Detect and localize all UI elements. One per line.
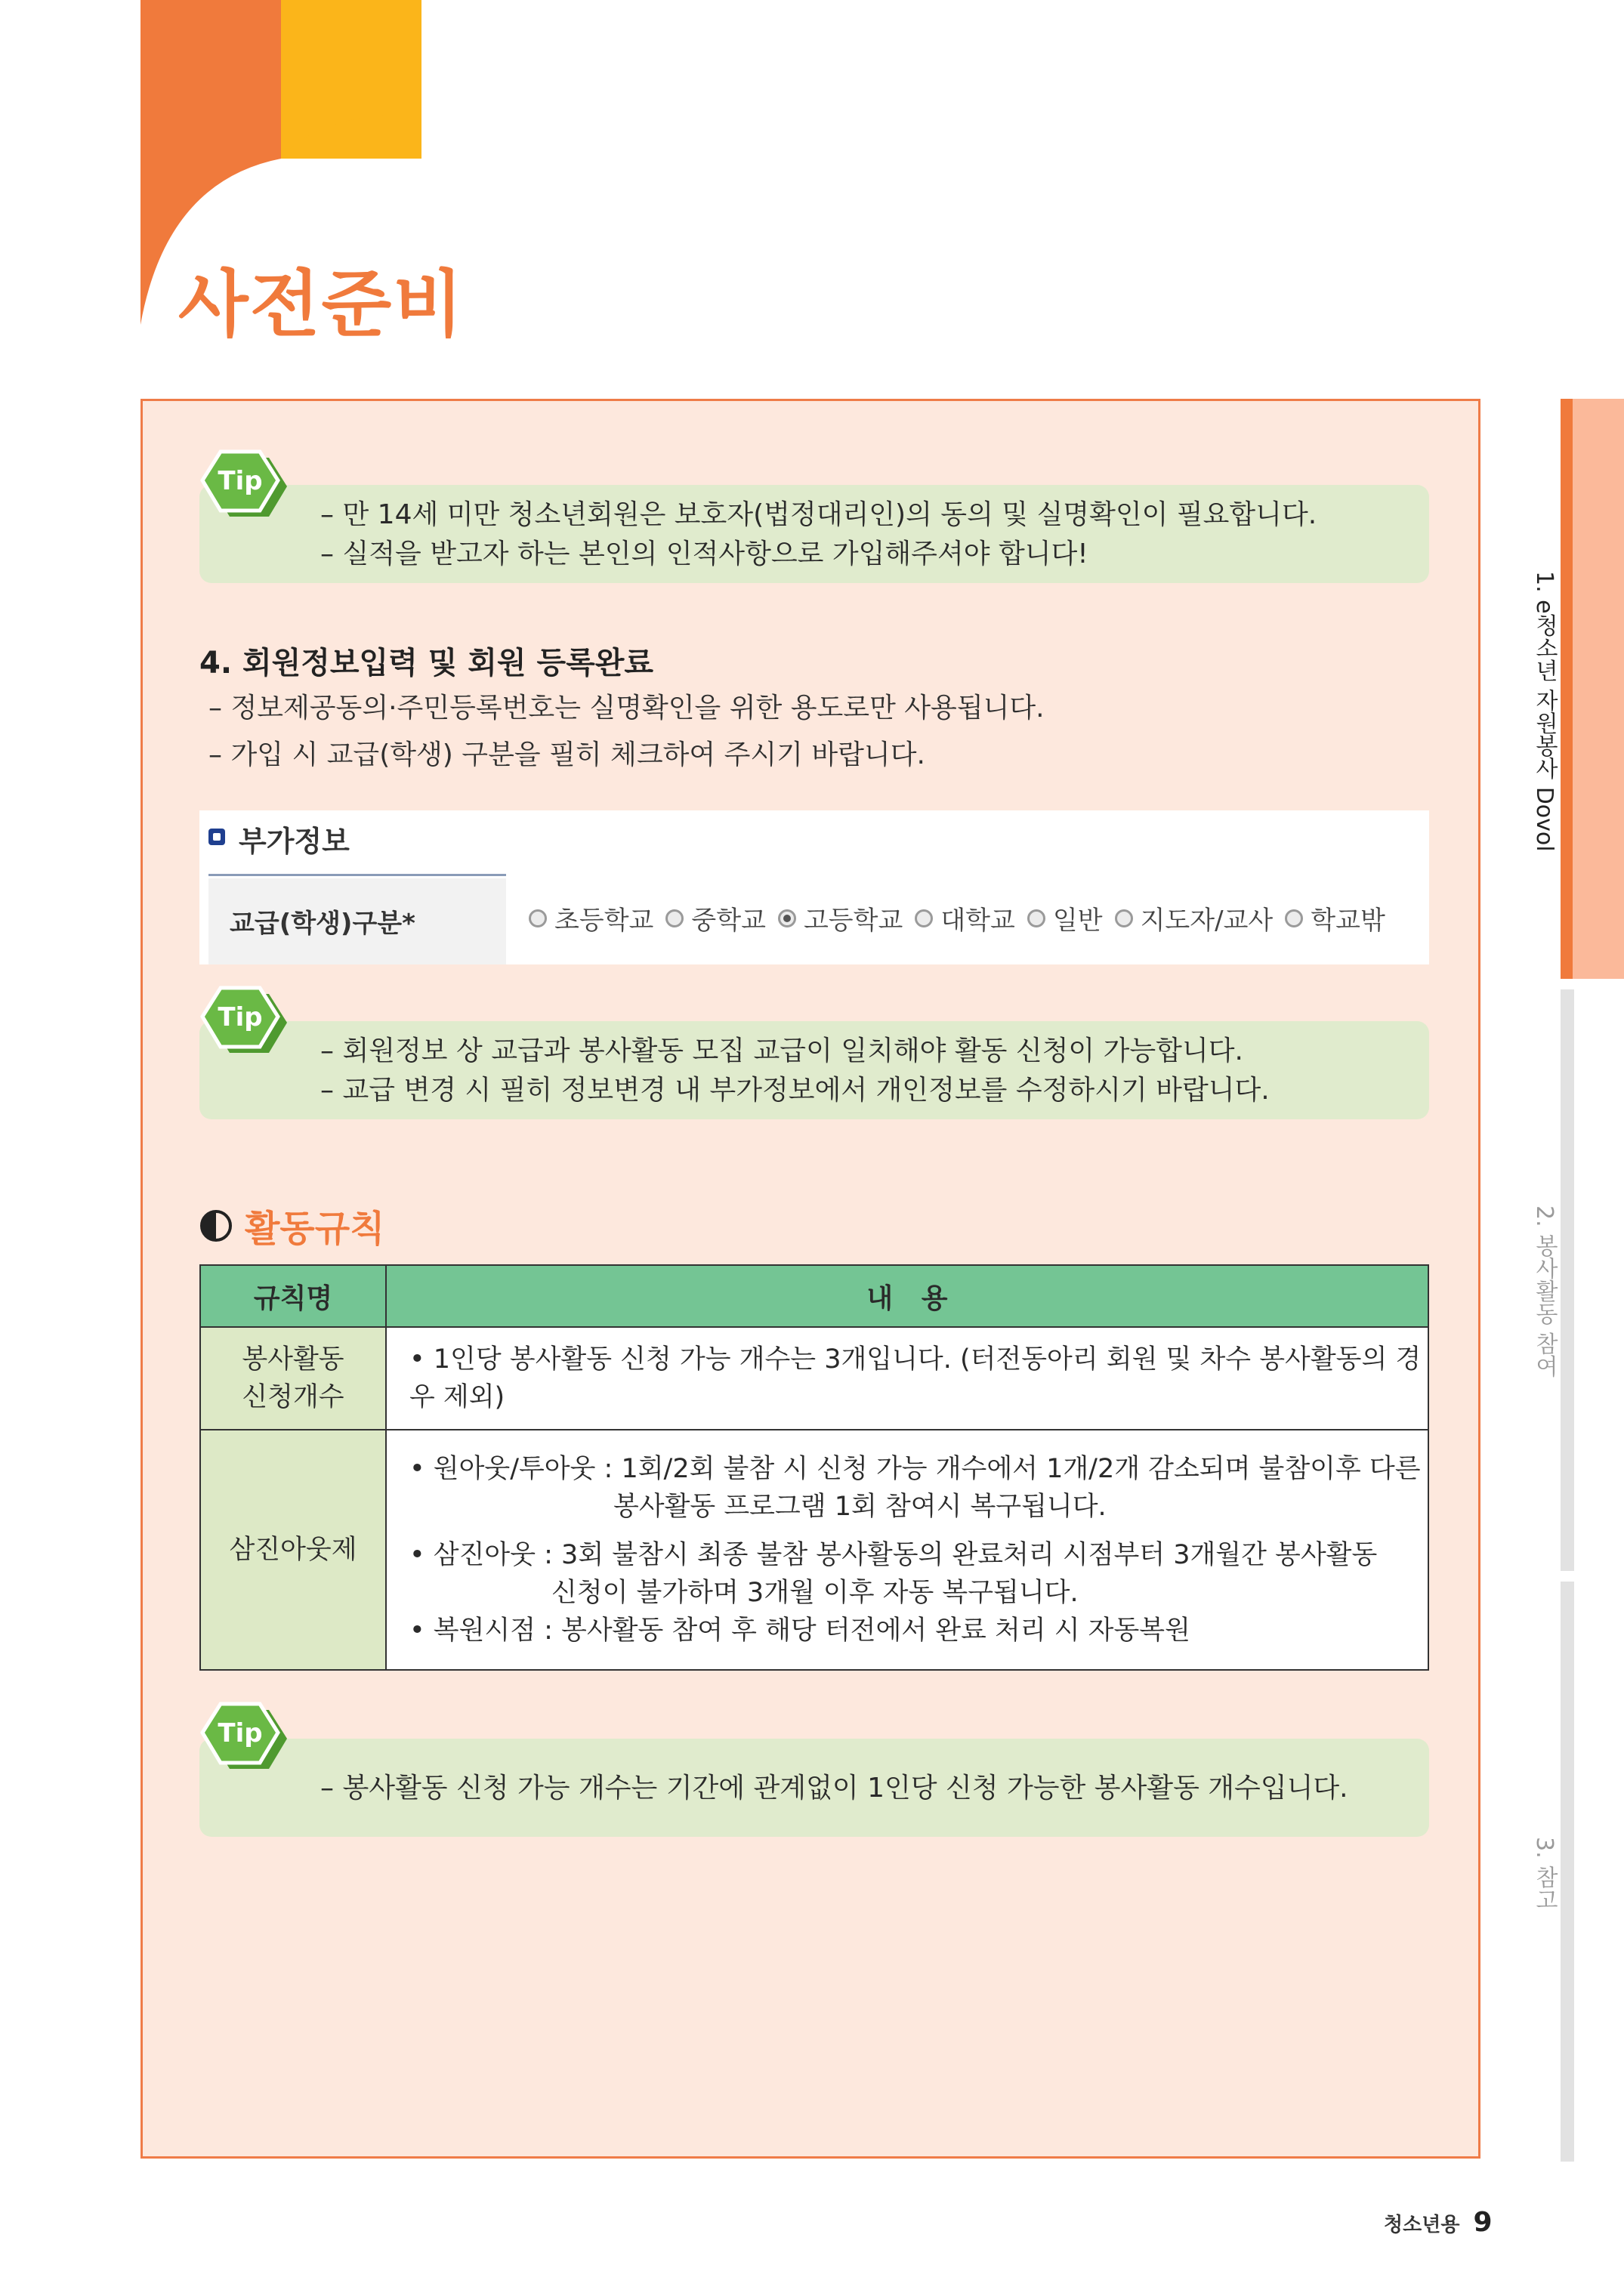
radio-general[interactable] <box>1027 909 1045 927</box>
radio-label-out-of-school: 학교밖 <box>1311 906 1385 936</box>
radio-high[interactable] <box>778 909 796 927</box>
table-header-row <box>200 1265 1428 1327</box>
tip1-line-1: – 만 14세 미만 청소년회원은 보호자(법정대리인)의 동의 및 실명확인이 필요합니다. <box>320 499 1317 530</box>
header-decoration <box>0 0 453 408</box>
side-tab-2-bar[interactable] <box>1561 989 1574 1571</box>
rule-bullet-1-line-1: • 원아웃/투아웃 : 1회/2회 불참 시 신청 가능 개수에서 1개/2개 감소되며 불참이후 다른 <box>409 1454 1421 1484</box>
form-label-text: 교급(학생)구분 <box>230 909 403 939</box>
required-mark: * <box>402 909 415 939</box>
table-header-content: 내 용 <box>386 1265 1428 1327</box>
table-row <box>200 1430 1428 1670</box>
section-4-body <box>208 685 1045 779</box>
section-4-line-2: – 가입 시 교급(학생) 구분을 필히 체크하여 주시기 바랍니다. <box>208 739 925 770</box>
radio-label-high: 고등학교 <box>803 906 903 936</box>
rule-content-cell <box>386 1430 1428 1670</box>
rule-bullet-2-line-1: • 삼진아웃 : 3회 불참시 최종 불참 봉사활동의 완료처리 시점부터 3개월간 봉사활동 <box>409 1540 1378 1570</box>
tip2-line-1: – 회원정보 상 교급과 봉사활동 모집 교급이 일치해야 활동 신청이 가능합니다. <box>320 1035 1243 1066</box>
tip-badge-icon <box>186 983 292 1074</box>
radio-out-of-school[interactable] <box>1285 909 1303 927</box>
tip-box-2 <box>199 1021 1429 1119</box>
radio-teacher[interactable] <box>1115 909 1133 927</box>
section-4-heading: 4. 회원정보입력 및 회원 등록완료 <box>199 646 654 680</box>
side-tab-1-bar[interactable] <box>1561 399 1624 979</box>
side-tab-2[interactable]: 2. 봉사활동 참여 <box>1531 1205 1558 1378</box>
tip-label: Tip <box>218 1718 263 1748</box>
half-circle-icon <box>199 1209 233 1242</box>
form-title-marker-icon <box>208 829 225 845</box>
tip-box-1 <box>199 485 1429 583</box>
radio-elementary[interactable] <box>529 909 547 927</box>
rule-content-cell: • 1인당 봉사활동 신청 가능 개수는 3개입니다. (터전동아리 회원 및 차수 봉사활동의 경우 제외) <box>386 1327 1428 1430</box>
page-title: 사전준비 <box>178 262 465 347</box>
tip1-line-2: – 실적을 받고자 하는 본인의 인적사항으로 가입해주셔야 합니다! <box>320 539 1088 569</box>
form-title: 부가정보 <box>239 825 350 858</box>
school-level-radio-group <box>517 900 1385 937</box>
tip-label: Tip <box>218 1002 263 1032</box>
radio-university[interactable] <box>915 909 933 927</box>
table-row <box>200 1327 1428 1430</box>
page-number: 9 <box>1473 2207 1493 2238</box>
tip-label: Tip <box>218 466 263 496</box>
section-4-line-1: – 정보제공동의·주민등록번호는 실명확인을 위한 용도로만 사용됩니다. <box>208 693 1045 724</box>
form-screenshot <box>199 810 1429 964</box>
rule-name-cell: 삼진아웃제 <box>200 1430 386 1670</box>
tip-badge-icon <box>186 447 292 538</box>
table-header-name: 규칙명 <box>200 1265 386 1327</box>
radio-label-teacher: 지도자/교사 <box>1140 906 1274 936</box>
radio-label-university: 대학교 <box>940 906 1015 936</box>
form-label <box>230 903 415 940</box>
rule-name-line-2: 신청개수 <box>242 1382 344 1412</box>
radio-middle[interactable] <box>665 909 684 927</box>
tip-badge-icon <box>186 1699 292 1790</box>
rules-table <box>199 1264 1429 1671</box>
radio-label-middle: 중학교 <box>691 906 766 936</box>
rule-bullet-1-line-2: 봉사활동 프로그램 1회 참여시 복구됩니다. <box>613 1492 1107 1522</box>
rule-bullet-3: • 복원시점 : 봉사활동 참여 후 해당 터전에서 완료 처리 시 자동복원 <box>409 1616 1190 1646</box>
radio-label-general: 일반 <box>1052 906 1103 936</box>
side-tab-3-bar[interactable] <box>1561 1582 1574 2162</box>
radio-label-elementary: 초등학교 <box>554 906 654 936</box>
tip3-line-1: – 봉사활동 신청 가능 개수는 기간에 관계없이 1인당 신청 가능한 봉사활동 개수입니다. <box>320 1773 1348 1804</box>
tip-box-3 <box>199 1739 1429 1837</box>
activity-rules-heading <box>199 1199 384 1251</box>
footer <box>1384 2207 1493 2238</box>
rule-name-line-1: 봉사활동 <box>242 1344 344 1375</box>
side-tab-3[interactable]: 3. 참고 <box>1531 1837 1558 1912</box>
footer-label: 청소년용 <box>1384 2214 1460 2236</box>
rule-bullet-2-line-2: 신청이 불가하며 3개월 이후 자동 복구됩니다. <box>551 1578 1079 1608</box>
activity-rules-title: 활동규칙 <box>245 1208 385 1250</box>
tip2-line-2: – 교급 변경 시 필히 정보변경 내 부가정보에서 개인정보를 수정하시기 바랍니다. <box>320 1075 1270 1106</box>
rule-name-cell <box>200 1327 386 1430</box>
side-tab-1[interactable]: 1. e청소년 자원봉사 Dovol <box>1531 571 1558 852</box>
form-title-underline <box>208 874 506 876</box>
